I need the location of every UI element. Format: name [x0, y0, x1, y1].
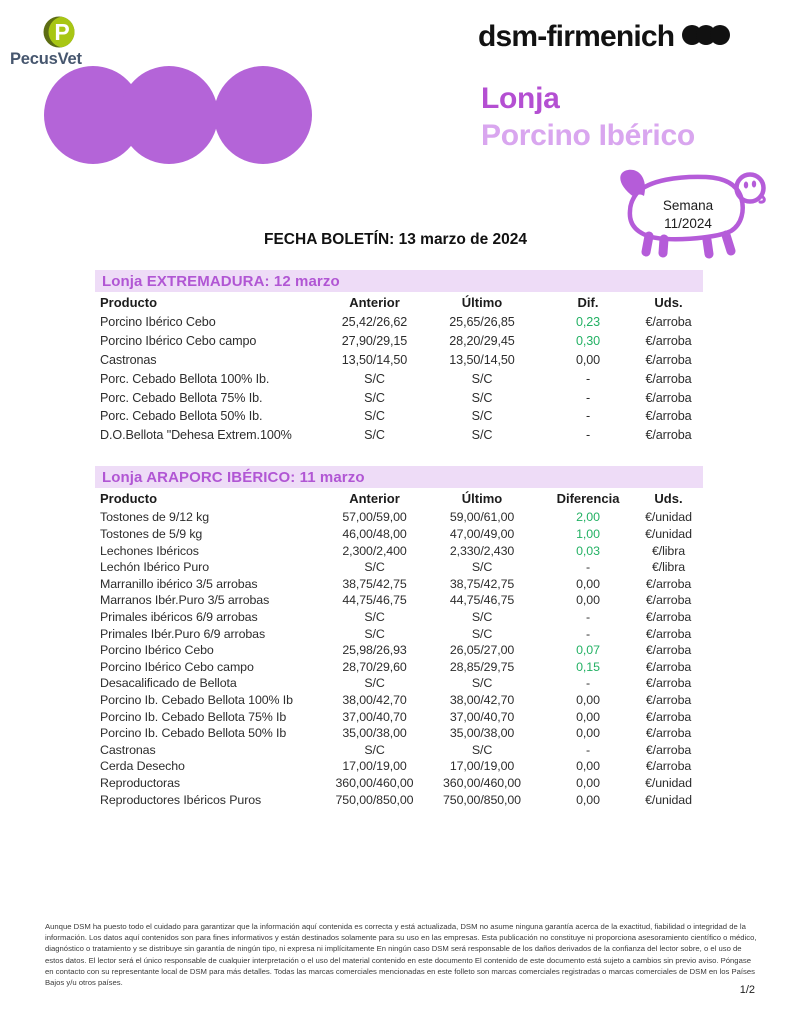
units-value: €/arroba — [645, 409, 692, 424]
units-value: €/unidad — [645, 526, 692, 541]
table-row — [95, 351, 703, 370]
table-row — [95, 407, 703, 426]
product-name: Primales Ibér.Puro 6/9 arrobas — [100, 626, 266, 641]
product-name: Marranillo ibérico 3/5 arrobas — [100, 576, 258, 591]
doc-title-porcino-iberico: Porcino Ibérico — [481, 119, 695, 152]
ultimo-value: 47,00/49,00 — [449, 526, 515, 541]
product-name: Porc. Cebado Bellota 75% Ib. — [100, 390, 263, 405]
anterior-value: 38,75/42,75 — [342, 576, 407, 591]
ultimo-value: S/C — [471, 390, 493, 405]
diff-value: - — [585, 560, 591, 575]
ultimo-value: 28,20/29,45 — [449, 334, 515, 349]
ultimo-value: S/C — [471, 560, 493, 575]
dsm-firmenich-logo — [478, 20, 732, 54]
ultimo-value: S/C — [471, 626, 493, 641]
ultimo-value: 44,75/46,75 — [449, 593, 515, 608]
column-header-anterior-value: Anterior — [349, 491, 400, 506]
units-value: €/arroba — [645, 676, 692, 691]
product-name: Porcino Ibérico Cebo — [100, 643, 214, 658]
units-value: €/arroba — [645, 709, 692, 724]
pecusvet-monogram: P — [54, 19, 70, 45]
units-value: €/arroba — [645, 593, 692, 608]
diff-value: 0,00 — [576, 576, 600, 591]
product-name: Lechones Ibéricos — [100, 543, 199, 558]
pig-ear — [620, 170, 645, 197]
anterior-value: 38,00/42,70 — [342, 693, 407, 707]
ultimo-value: 750,00/850,00 — [443, 792, 521, 807]
table-row — [95, 658, 703, 675]
diff-value: - — [585, 742, 591, 757]
anterior-value: 25,98/26,93 — [342, 643, 407, 658]
table-row — [95, 775, 703, 792]
product-name: Castronas — [100, 742, 156, 757]
anterior-value: S/C — [364, 626, 385, 641]
anterior-value: 37,00/40,70 — [342, 709, 407, 724]
units-value: €/arroba — [645, 643, 692, 658]
product-name: Porcino Ibérico Cebo campo — [100, 334, 257, 349]
table-header-row — [95, 293, 703, 313]
column-header-ultimo-value: Último — [461, 295, 503, 310]
page-number: 1/2 — [739, 984, 755, 996]
diff-value: - — [585, 409, 591, 424]
pecusvet-wordmark: PecusVet — [10, 50, 82, 68]
diff-value: 0,23 — [575, 315, 601, 330]
table-row — [95, 642, 703, 659]
ultimo-value: S/C — [471, 409, 493, 424]
table-row — [95, 725, 703, 742]
ultimo-value: 26,05/27,00 — [449, 643, 515, 658]
diff-value: - — [585, 428, 591, 443]
units-value: €/arroba — [645, 726, 692, 741]
product-name: Lechón Ibérico Puro — [100, 560, 209, 575]
table-row — [95, 542, 703, 559]
ultimo-value: 25,65/26,85 — [449, 315, 515, 330]
pig-sketch-icon — [604, 166, 774, 265]
product-name: Marranos Ibér.Puro 3/5 arrobas — [100, 593, 270, 608]
ultimo-value: 2,330/2,430 — [449, 543, 515, 558]
anterior-value: S/C — [364, 609, 385, 624]
table-header-row — [95, 489, 703, 509]
anterior-value: 46,00/48,00 — [342, 526, 407, 541]
product-name: Desacalificado de Bellota — [100, 676, 237, 691]
ultimo-value: 28,85/29,75 — [449, 659, 515, 674]
anterior-value: S/C — [364, 409, 385, 424]
product-name: D.O.Bellota "Dehesa Extrem.100% — [100, 428, 292, 443]
units-value: €/arroba — [645, 390, 692, 405]
product-name: Reproductores Ibéricos Puros — [100, 792, 262, 807]
table-row — [95, 592, 703, 609]
ultimo-value: S/C — [471, 676, 493, 691]
three-dots-icon — [682, 23, 732, 52]
disclaimer-text: Aunque DSM ha puesto todo el cuidado para garantizar que la información aquí contenida es correcta y está actualizada, DSM no asume ninguna garantía acerca de la exactitud, fiabilidad o integridad de la información. Los datos aquí contenidos son para fines informativos y están destinados solamente para su uso en las empresas. Esta publicación no constituye ni proporciona asesoramiento científico o médico, diagnóstico o tratamiento y se distribuye sin garantía de ningún tipo, ni expresa ni implícitamente En ningún caso DSM será responsable de los daños derivados de la confianza del lector sobre, o el uso de estos datos. El lector será el único responsable de cualquier interpretación o el uso del material contenido en este documento El contenido de este documento está sujeto a cambios sin previo aviso. Póngase en contacto con su representante local de DSM para más detalles. Todas las marcas comerciales mencionadas en este folleto son marcas comerciales registradas o marcas comerciales de DSM en los Países Bajos y/u otros países. — [45, 922, 757, 988]
column-header-ultimo-value: Último — [461, 491, 503, 506]
product-name: Porcino Ibérico Cebo — [100, 315, 216, 330]
table-title-bar — [95, 466, 703, 488]
table-row — [95, 625, 703, 642]
table-row — [95, 526, 703, 543]
diff-value: - — [585, 676, 591, 691]
ultimo-value: 360,00/460,00 — [443, 776, 521, 791]
anterior-value: S/C — [364, 428, 385, 443]
table-row — [95, 708, 703, 725]
table-row — [95, 609, 703, 626]
column-header-anterior-value: Anterior — [349, 295, 400, 310]
ultimo-value: S/C — [471, 609, 493, 624]
table-row — [95, 791, 703, 808]
table-row — [95, 758, 703, 775]
table-row — [95, 692, 703, 709]
column-header-units-value: Uds. — [654, 491, 683, 506]
ultimo-value: S/C — [471, 742, 493, 757]
anterior-value: 2,300/2,400 — [342, 543, 407, 558]
units-value: €/arroba — [645, 742, 692, 757]
units-value: €/arroba — [645, 759, 692, 774]
diff-value: - — [585, 390, 591, 405]
ultimo-value: 35,00/38,00 — [449, 726, 515, 741]
units-value: €/arroba — [645, 428, 692, 443]
column-header-diff-value: Dif. — [577, 295, 599, 310]
ultimo-value: 13,50/14,50 — [449, 352, 515, 367]
ultimo-value: S/C — [471, 428, 493, 443]
product-name: Cerda Desecho — [100, 759, 185, 774]
table-row — [95, 559, 703, 576]
dsm-firmenich-wordmark: dsm-firmenich — [478, 20, 675, 53]
anterior-value: 13,50/14,50 — [341, 352, 408, 367]
decorative-circle — [214, 66, 312, 164]
product-name: Porcino Ib. Cebado Bellota 75% Ib — [100, 709, 287, 724]
column-header-product-name: Producto — [100, 295, 158, 310]
bulletin-date: FECHA BOLETÍN: 13 marzo de 2024 — [264, 231, 527, 248]
product-name: Porcino Ib. Cebado Bellota 50% Ib — [100, 726, 287, 741]
anterior-value: 750,00/850,00 — [335, 792, 414, 807]
anterior-value: 27,90/29,15 — [341, 334, 408, 349]
diff-value: 0,00 — [575, 352, 601, 367]
diff-value: 0,00 — [576, 792, 600, 807]
decorative-circle — [120, 66, 218, 164]
diff-value: - — [585, 609, 591, 624]
diff-value: - — [585, 371, 591, 386]
diff-value: 0,00 — [576, 709, 600, 724]
anterior-value: S/C — [364, 371, 385, 386]
anterior-value: 35,00/38,00 — [342, 726, 407, 741]
table-row — [95, 575, 703, 592]
column-header-units-value: Uds. — [654, 295, 683, 310]
product-name: Primales ibéricos 6/9 arrobas — [100, 609, 258, 624]
price-table-extremadura — [95, 293, 703, 445]
anterior-value: 360,00/460,00 — [335, 776, 414, 791]
table-row — [95, 742, 703, 759]
table-title: Lonja ARAPORC IBÉRICO: 11 marzo — [102, 468, 365, 486]
units-value: €/unidad — [645, 792, 692, 807]
anterior-value: S/C — [364, 742, 385, 757]
anterior-value: 44,75/46,75 — [342, 593, 407, 608]
anterior-value: S/C — [364, 560, 385, 575]
anterior-value: 25,42/26,62 — [341, 315, 408, 330]
ultimo-value: 38,75/42,75 — [449, 576, 515, 591]
table-row — [95, 509, 703, 526]
diff-value: 0,00 — [576, 593, 600, 608]
product-name: Tostones de 9/12 kg — [100, 510, 210, 525]
ultimo-value: 17,00/19,00 — [449, 759, 515, 774]
units-value: €/libra — [651, 543, 686, 558]
table-row — [95, 388, 703, 407]
table-row — [95, 332, 703, 351]
product-name: Porcino Ibérico Cebo campo — [100, 659, 254, 674]
ultimo-value: 37,00/40,70 — [449, 709, 515, 724]
units-value: €/arroba — [645, 609, 692, 624]
units-value: €/arroba — [645, 371, 692, 386]
table-title: Lonja EXTREMADURA: 12 marzo — [102, 272, 340, 290]
table-row — [95, 675, 703, 692]
units-value: €/unidad — [645, 510, 692, 525]
table-section-extremadura — [95, 270, 703, 445]
table-section-araporc — [95, 466, 703, 808]
table-row — [95, 426, 703, 445]
ultimo-value: 59,00/61,00 — [449, 510, 515, 525]
product-name: Castronas — [100, 352, 157, 367]
diff-value: 0,07 — [576, 643, 600, 658]
diff-value: 0,00 — [576, 759, 600, 774]
product-name: Porcino Ib. Cebado Bellota 100% Ib — [100, 693, 293, 707]
product-name: Tostones de 5/9 kg — [100, 526, 203, 541]
diff-value: 2,00 — [576, 510, 600, 525]
anterior-value: S/C — [364, 390, 385, 405]
product-name: Porc. Cebado Bellota 100% Ib. — [100, 371, 270, 386]
diff-value: 0,00 — [576, 776, 600, 791]
anterior-value: 57,00/59,00 — [342, 510, 407, 525]
diff-value: 0,00 — [576, 726, 600, 741]
units-value: €/unidad — [645, 776, 692, 791]
product-name: Reproductoras — [100, 776, 180, 791]
week-badge-line1: Semana — [662, 198, 714, 213]
column-header-diff-value: Diferencia — [556, 491, 620, 506]
table-title-bar — [95, 270, 703, 292]
diff-value: 0,03 — [576, 543, 600, 558]
diff-value: 0,30 — [575, 334, 601, 349]
diff-value: 0,15 — [576, 659, 600, 674]
units-value: €/arroba — [645, 352, 692, 367]
units-value: €/libra — [651, 560, 686, 575]
units-value: €/arroba — [645, 576, 692, 591]
table-row — [95, 370, 703, 389]
diff-value: - — [585, 626, 591, 641]
ultimo-value: 38,00/42,70 — [449, 693, 515, 707]
ultimo-value: S/C — [471, 371, 493, 386]
units-value: €/arroba — [645, 659, 692, 674]
units-value: €/arroba — [645, 693, 692, 707]
doc-title-lonja: Lonja — [481, 82, 560, 115]
price-table-araporc — [95, 489, 703, 808]
diff-value: 1,00 — [576, 526, 600, 541]
units-value: €/arroba — [645, 315, 692, 330]
product-name: Porc. Cebado Bellota 50% Ib. — [100, 409, 263, 424]
diff-value: 0,00 — [576, 693, 600, 707]
anterior-value: 28,70/29,60 — [342, 659, 407, 674]
units-value: €/arroba — [645, 334, 692, 349]
anterior-value: S/C — [364, 676, 385, 691]
table-row — [95, 313, 703, 332]
week-badge-line2: 11/2024 — [664, 216, 712, 231]
anterior-value: 17,00/19,00 — [342, 759, 407, 774]
units-value: €/arroba — [645, 626, 692, 641]
column-header-product-name: Producto — [100, 491, 158, 506]
